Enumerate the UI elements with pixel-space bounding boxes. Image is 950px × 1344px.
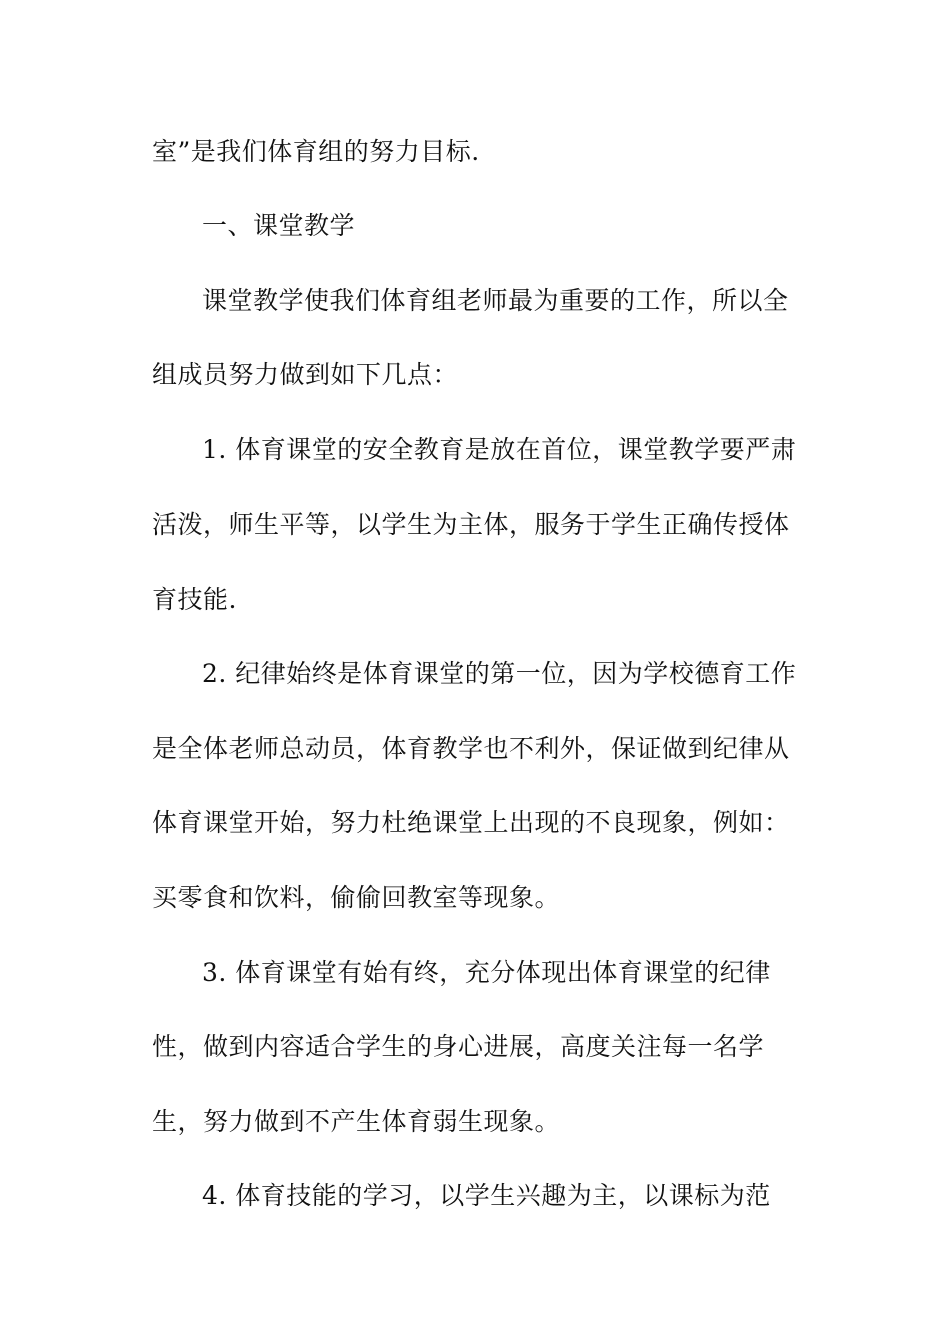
list-item-3-line-2: 性，做到内容适合学生的身心进展，高度关注每一名学 bbox=[152, 1032, 765, 1061]
text-line-3: 课堂教学使我们体育组老师最为重要的工作，所以全 bbox=[202, 286, 789, 315]
list-item-3-line-3: 生，努力做到不产生体育弱生现象。 bbox=[152, 1107, 561, 1136]
list-item-1-line-2: 活泼，师生平等，以学生为主体，服务于学生正确传授体 bbox=[152, 510, 790, 539]
list-item-2-line-2: 是全体老师总动员，体育教学也不利外，保证做到纪律从 bbox=[152, 734, 790, 763]
list-item-2-line-1: 2. 纪律始终是体育课堂的第一位，因为学校德育工作 bbox=[202, 659, 797, 688]
list-item-2-line-3: 体育课堂开始，努力杜绝课堂上出现的不良现象，例如： bbox=[152, 808, 790, 837]
list-item-1-line-1: 1. 体育课堂的安全教育是放在首位，课堂教学要严肃 bbox=[202, 435, 797, 464]
list-item-2-line-4: 买零食和饮料，偷偷回教室等现象。 bbox=[152, 883, 561, 912]
section-heading: 一、课堂教学 bbox=[202, 211, 356, 240]
list-item-3-line-1: 3. 体育课堂有始有终，充分体现出体育课堂的纪律 bbox=[202, 958, 771, 987]
list-item-4-line-1: 4. 体育技能的学习，以学生兴趣为主，以课标为范 bbox=[202, 1181, 771, 1210]
list-item-1-line-3: 育技能. bbox=[152, 585, 237, 614]
text-line-1: 室”是我们体育组的努力目标. bbox=[152, 137, 480, 166]
text-line-4: 组成员努力做到如下几点： bbox=[152, 360, 459, 389]
